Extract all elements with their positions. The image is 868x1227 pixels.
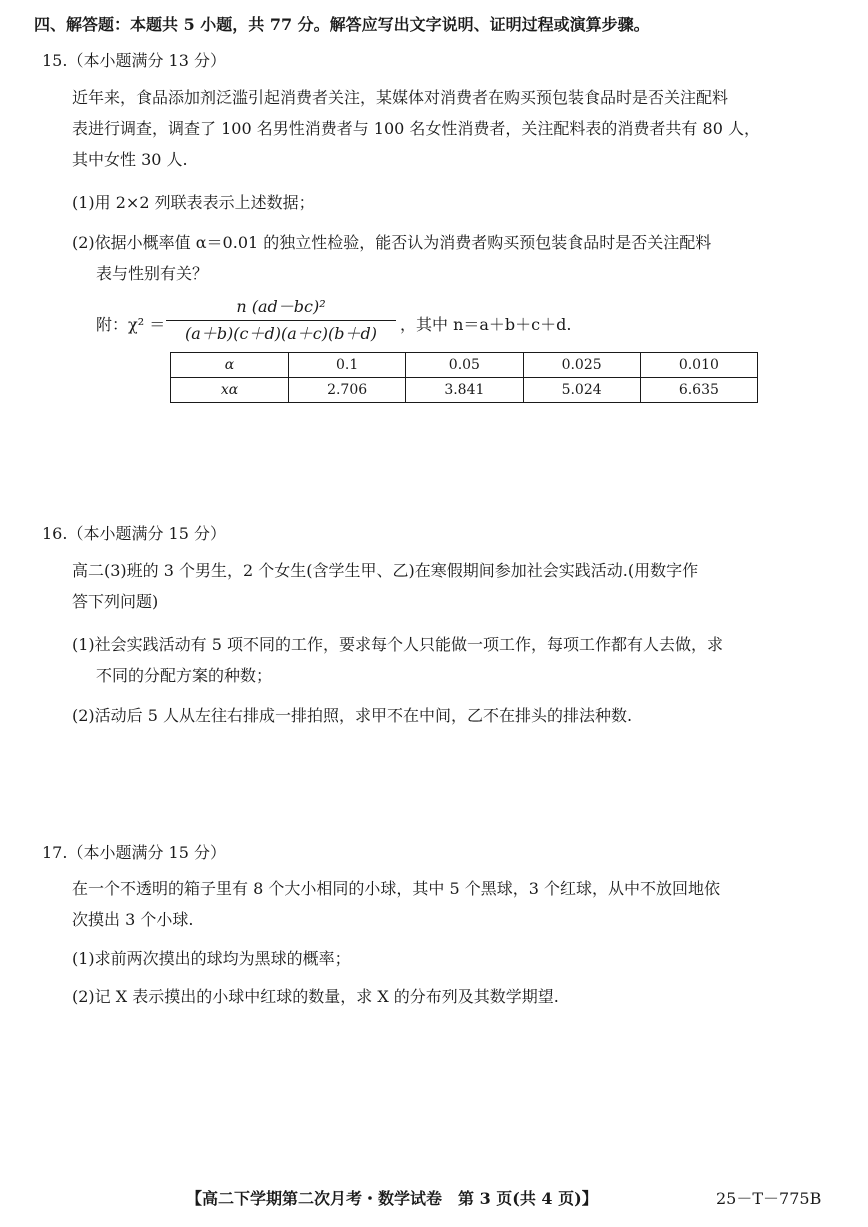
table-cell: 0.05 [406,353,523,378]
q17-part-2: (2)记 X 表示摸出的小球中红球的数量，求 X 的分布列及其数学期望. [72,987,559,1006]
footer-code: 25－T－775B [716,1189,822,1208]
table-cell: 0.010 [640,353,757,378]
critical-value-table [170,352,758,403]
q17-body-line-2: 次摸出 3 个小球. [72,910,194,929]
q15-part-2-line-1: (2)依据小概率值 α＝0.01 的独立性检验，能否认为消费者购买预包装食品时是否关注配料 [72,233,712,252]
table-cell: α [171,353,289,378]
table-cell: 3.841 [406,378,523,403]
formula-denominator: (a＋b)(c＋d)(a＋c)(b＋d) [185,324,377,343]
formula-tail: ，其中 n＝a＋b＋c＋d. [400,315,572,334]
formula-lead: 附：χ² ＝ [96,315,166,334]
q15-body-line-2: 表进行调查，调查了 100 名男性消费者与 100 名女性消费者，关注配料表的消费者共有 80 人， [72,119,760,138]
table-cell: 2.706 [289,378,406,403]
q16-part-2: (2)活动后 5 人从左往右排成一排拍照，求甲不在中间，乙不在排头的排法种数. [72,706,633,725]
q17-head: 17.（本小题满分 15 分） [42,843,226,862]
q16-part-1-line-1: (1)社会实践活动有 5 项不同的工作，要求每个人只能做一项工作，每项工作都有人去做，求 [72,635,724,654]
table-cell: 6.635 [640,378,757,403]
q17-part-1: (1)求前两次摸出的球均为黑球的概率； [72,949,351,968]
q15-head: 15.（本小题满分 13 分） [42,51,226,70]
table-cell: 5.024 [523,378,640,403]
table-cell: 0.1 [289,353,406,378]
formula-fraction [166,296,396,345]
q16-body-line-2: 答下列问题) [72,592,159,611]
q15-body-line-3: 其中女性 30 人. [72,150,188,169]
q15-part-1: (1)用 2×2 列联表表示上述数据； [72,193,315,212]
table-cell: xα [171,378,289,403]
footer-title: 【高二下学期第二次月考・数学试卷 第 3 页(共 4 页)】 [186,1189,598,1208]
q15-part-2-line-2: 表与性别有关？ [96,264,209,283]
section-title: 四、解答题：本题共 5 小题，共 77 分。解答应写出文字说明、证明过程或演算步骤。 [34,15,650,34]
formula-numerator: n (ad－bc)² [236,297,326,316]
fraction-bar [166,320,396,321]
q16-part-1-line-2: 不同的分配方案的种数； [96,666,273,685]
table-row [171,353,758,378]
q16-head: 16.（本小题满分 15 分） [42,524,226,543]
table-cell: 0.025 [523,353,640,378]
table-row [171,378,758,403]
q17-body-line-1: 在一个不透明的箱子里有 8 个大小相同的小球，其中 5 个黑球，3 个红球，从中不放回地依 [72,879,720,898]
q16-body-line-1: 高二(3)班的 3 个男生，2 个女生(含学生甲、乙)在寒假期间参加社会实践活动.(用数字作 [72,561,699,580]
q15-body-line-1: 近年来，食品添加剂泛滥引起消费者关注，某媒体对消费者在购买预包装食品时是否关注配料 [72,88,729,107]
